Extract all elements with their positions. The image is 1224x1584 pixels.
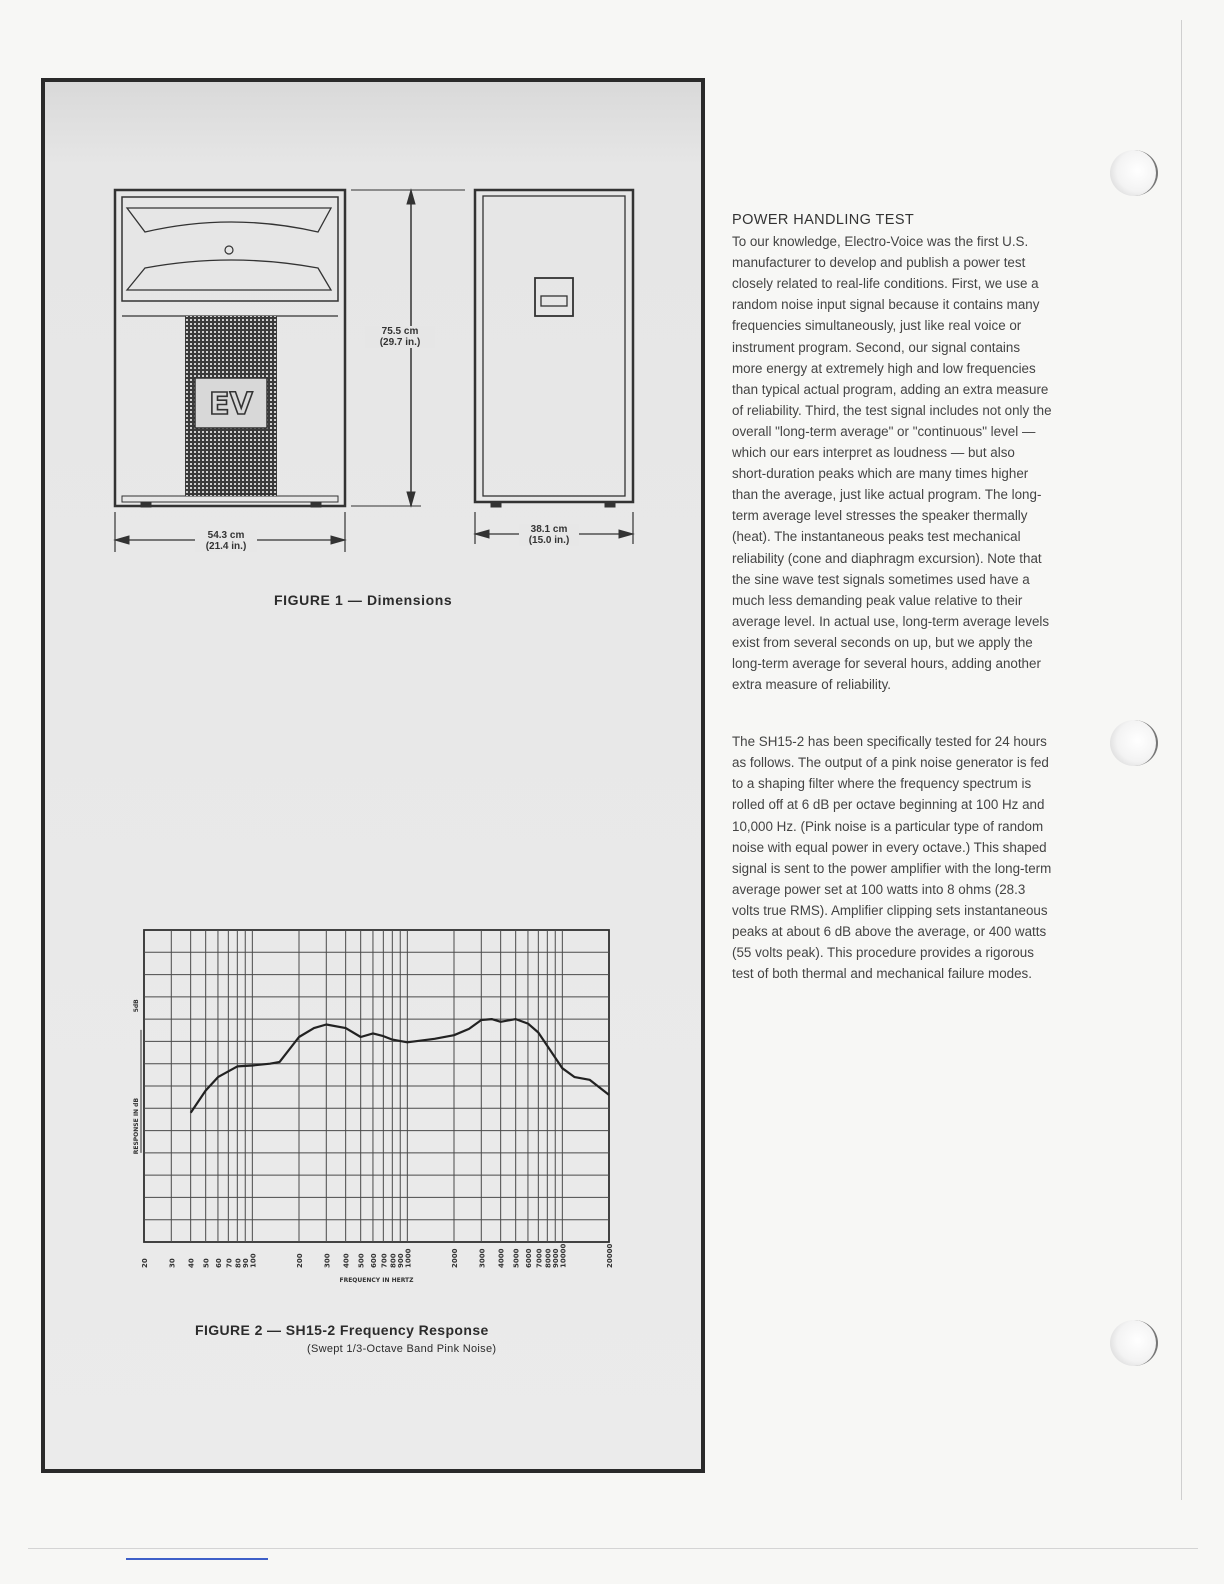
- x-tick-label: 9000: [552, 1248, 561, 1268]
- x-tick-label: 200: [296, 1253, 304, 1268]
- frequency-response-chart: [45, 82, 701, 1469]
- page-right-edge: [1181, 20, 1182, 1500]
- x-tick-label: 700: [380, 1253, 389, 1268]
- punch-hole-bottom: [1110, 1320, 1158, 1366]
- x-tick-label: 4000: [497, 1248, 506, 1268]
- x-tick-label: 300: [323, 1253, 332, 1268]
- article-paragraph-2: The SH15-2 has been specifically tested for 24 hours as follows. The output of a pink noise generator is fed to a shaping filter where the frequency spectrum is rolled off at 6 dB per octave beginning at 100 Hz and 10,000 Hz. (Pink noise is a particular type of random noise with equal power in every octave.) This shaped signal is sent to the power amplifier with the long-term average power set at 100 watts into 8 ohms (28.3 volts true RMS). Amplifier clipping sets instantaneous peaks at about 6 dB above the average, or 400 watts (55 volts peak). This procedure provides a rigorous test of both thermal and mechanical failure modes.: [732, 734, 1052, 982]
- y-axis-label: RESPONSE IN dB: [133, 1097, 140, 1155]
- x-tick-label: 60: [214, 1258, 223, 1268]
- x-tick-label: 3000: [478, 1248, 487, 1268]
- figure1-caption: FIGURE 1 — Dimensions: [274, 592, 453, 608]
- x-tick-label: 20000: [606, 1243, 614, 1268]
- figure-panel: [41, 78, 705, 1473]
- depth-label: 38.1 cm (15.0 in.): [519, 524, 579, 546]
- x-tick-label: 50: [202, 1258, 211, 1268]
- x-tick-label: 100: [249, 1253, 258, 1268]
- page-bottom-edge: [28, 1548, 1198, 1549]
- x-tick-label: 600: [369, 1253, 378, 1268]
- x-tick-label: 40: [187, 1258, 196, 1268]
- ev-logo: EV: [209, 387, 253, 422]
- x-tick-label: 6000: [524, 1248, 533, 1268]
- x-tick-label: 5000: [512, 1248, 521, 1268]
- x-axis-label: FREQUENCY IN HERTZ: [339, 1277, 414, 1284]
- x-tick-label: 800: [389, 1253, 398, 1268]
- x-tick-label: 7000: [535, 1248, 544, 1268]
- x-tick-label: 1000: [404, 1248, 413, 1268]
- x-tick-label: 90: [242, 1258, 251, 1268]
- x-tick-label: 70: [225, 1258, 234, 1268]
- article: [732, 210, 1052, 984]
- height-label: 75.5 cm (29.7 in.): [365, 326, 435, 348]
- punch-hole-top: [1110, 150, 1158, 196]
- figure2-subcaption: (Swept 1/3-Octave Band Pink Noise): [307, 1343, 497, 1355]
- x-tick-label: 900: [397, 1253, 406, 1268]
- article-heading: POWER HANDLING TEST: [732, 212, 915, 228]
- x-tick-label: 400: [342, 1253, 351, 1268]
- x-tick-label: 80: [234, 1258, 243, 1268]
- y-scale-label: 5dB: [133, 999, 140, 1013]
- width-label: 54.3 cm (21.4 in.): [195, 530, 257, 552]
- punch-hole-middle: [1110, 720, 1158, 766]
- x-tick-label: 8000: [544, 1248, 553, 1268]
- x-tick-label: 10000: [559, 1243, 568, 1268]
- figure2-caption: FIGURE 2 — SH15-2 Frequency Response: [195, 1322, 489, 1338]
- x-tick-label: 30: [168, 1258, 177, 1268]
- x-tick-label: 500: [357, 1253, 366, 1268]
- blue-mark: [126, 1558, 268, 1560]
- article-paragraph-1: To our knowledge, Electro-Voice was the first U.S. manufacturer to develop and publish a power test closely related to real-life conditions. First, we use a random noise input signal because it contains many frequencies simultaneously, just like real voice or instrument program. Second, our signal contains more energy at extremely high and low frequencies than typical actual program, adding an extra measure of reliability. Third, the test signal includes not only the overall "long-term average" or "continuous" level — which our ears interpret as loudness — but also short-duration peaks which are many times higher than the average, just like actual program. The long-term average level stresses the speaker thermally (heat). The instantaneous peaks test mechanical reliability (cone and diaphragm excursion). Note that the sine wave test signals sometimes used have a much less demanding peak value relative to their average level. In actual use, long-term average levels exist from several seconds on up, but we apply the long-term average for several hours, adding another extra measure of reliability.: [732, 234, 1052, 693]
- x-tick-label: 2000: [451, 1248, 459, 1268]
- x-tick-label: 20: [141, 1258, 149, 1268]
